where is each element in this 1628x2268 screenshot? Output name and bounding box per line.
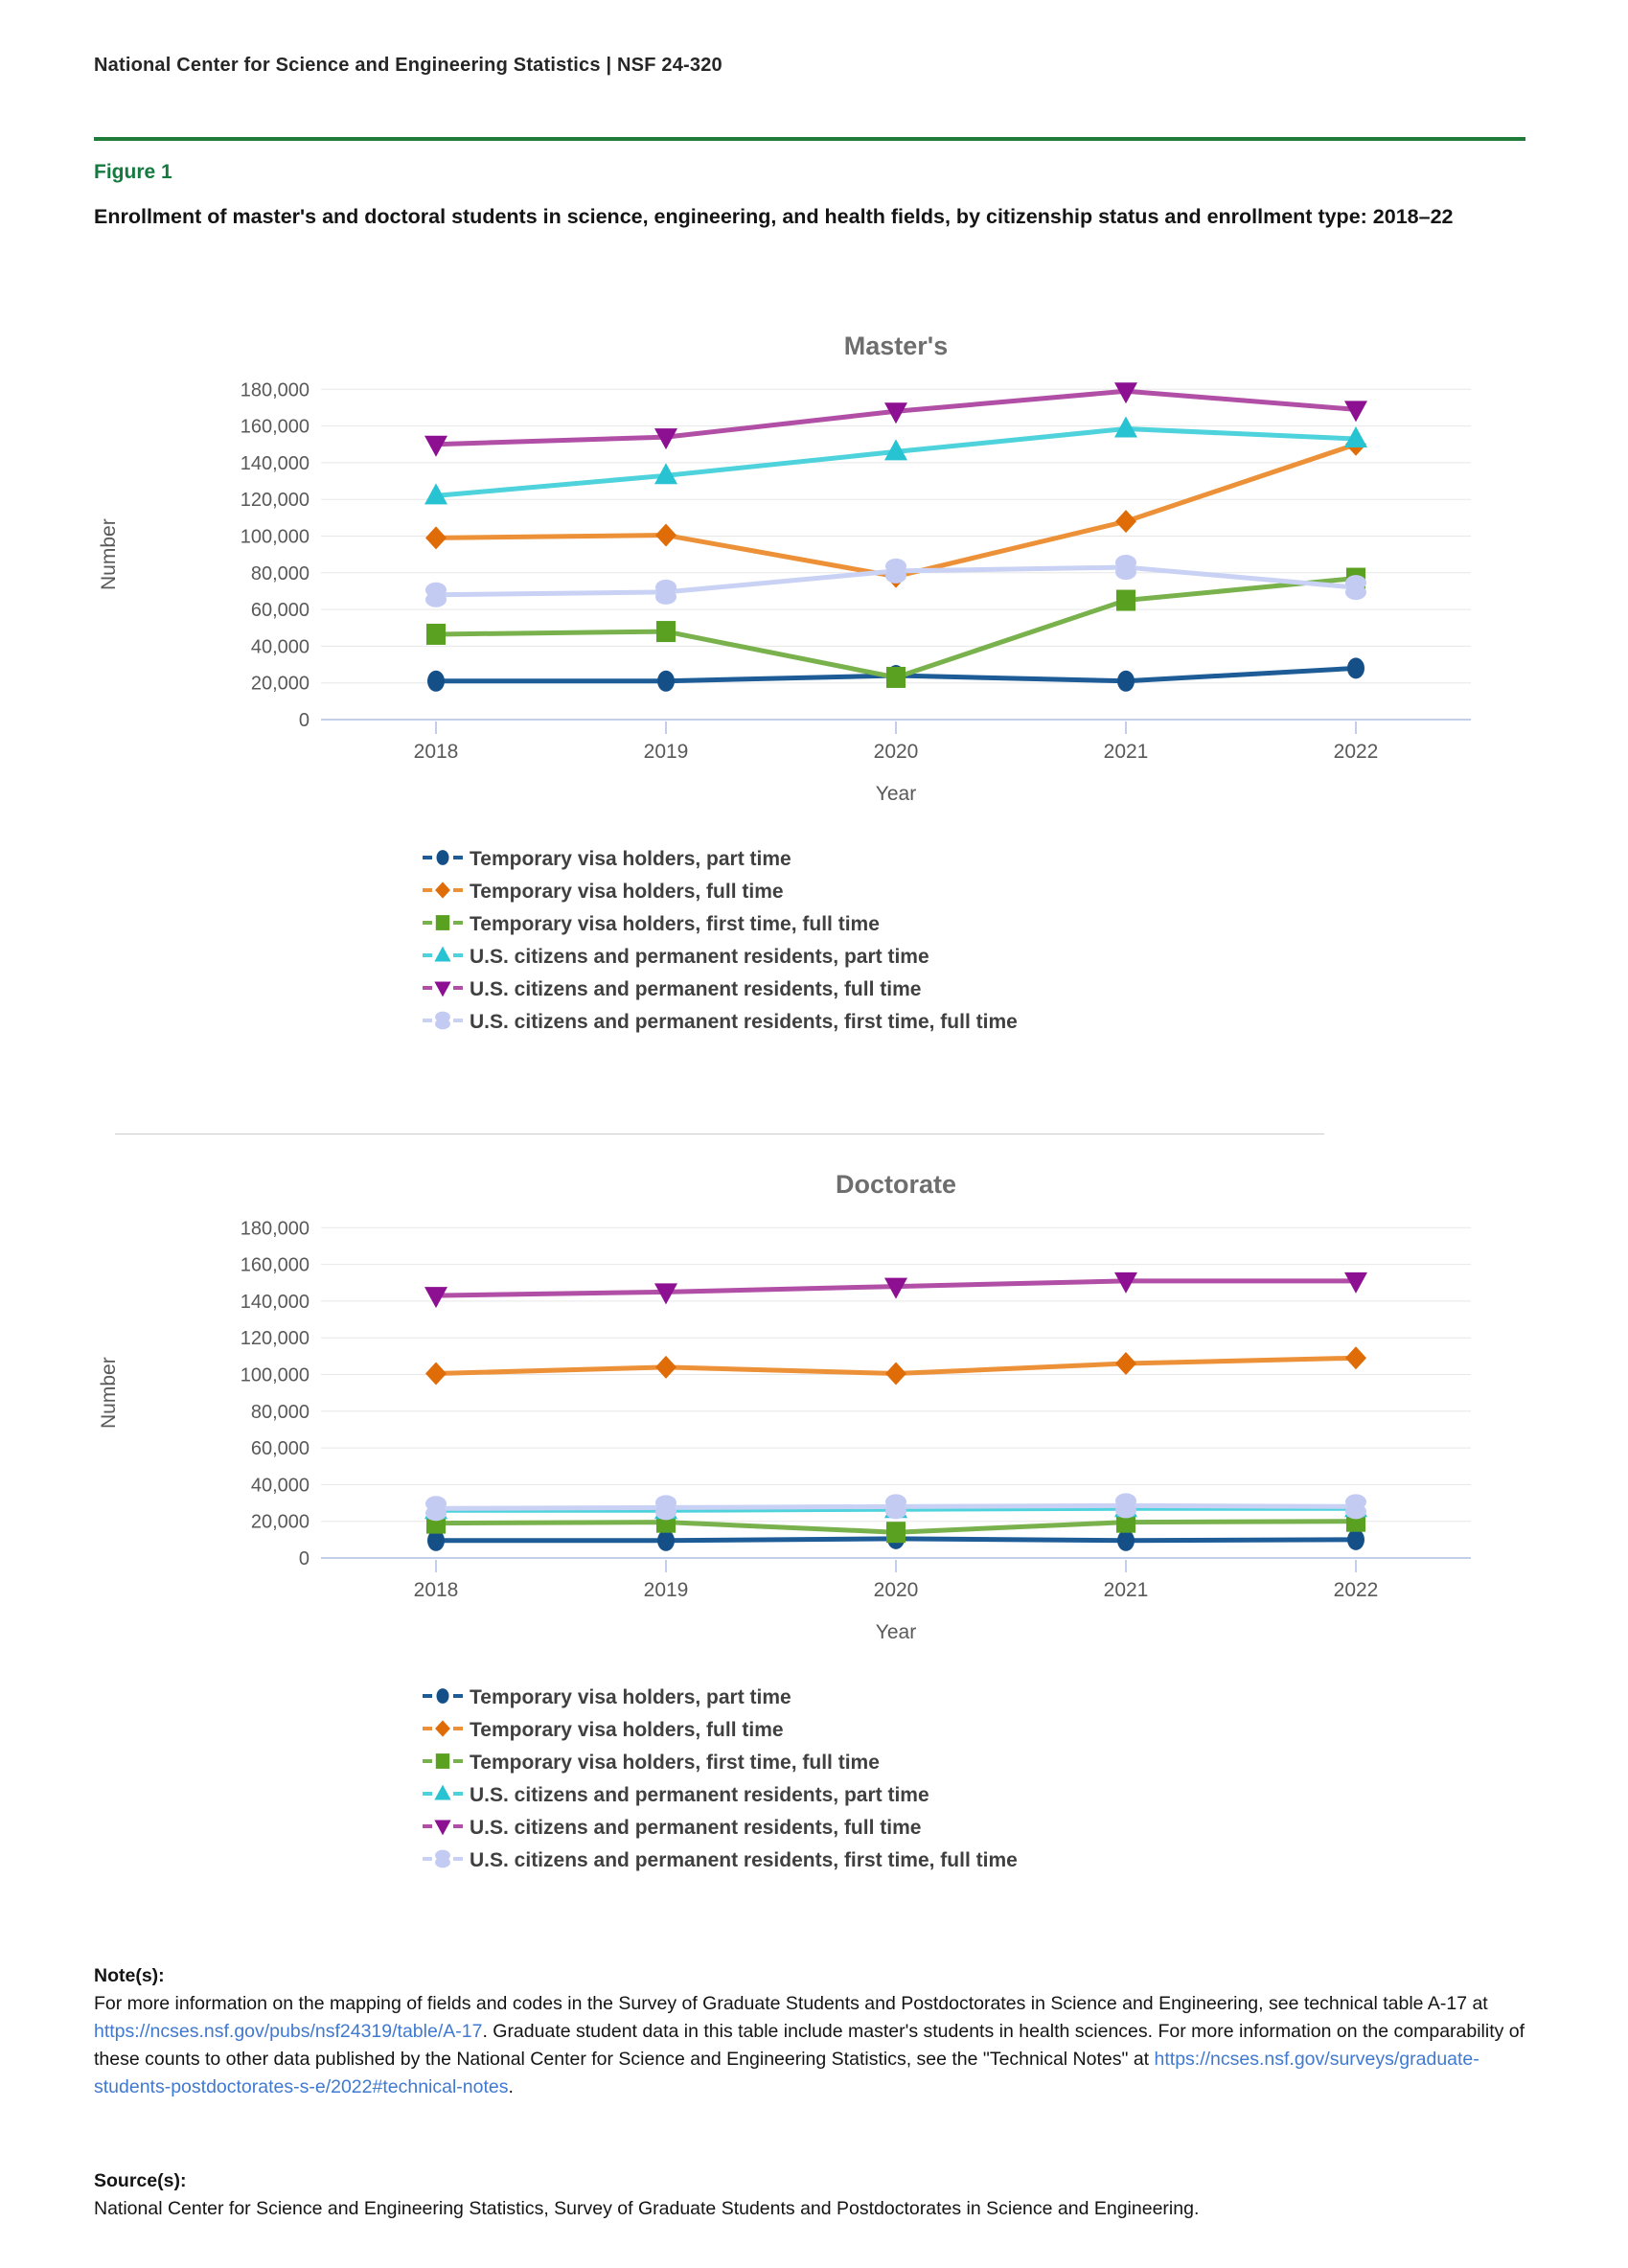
notes-block — [94, 1962, 1546, 2101]
x-tick-label: 2018 — [413, 741, 459, 763]
legend-item — [422, 1682, 1018, 1714]
legend-marker — [422, 1685, 464, 1711]
x-tick-label: 2021 — [1103, 741, 1149, 763]
circle-marker — [657, 671, 675, 692]
legend-marker — [422, 1718, 464, 1744]
source-block — [94, 2167, 1546, 2223]
legend-label: U.S. citizens and permanent residents, part time — [470, 1784, 929, 1806]
y-tick-label: 100,000 — [240, 1364, 310, 1386]
y-tick-label: 0 — [298, 710, 310, 731]
circle-marker — [437, 850, 449, 865]
y-tick-label: 160,000 — [240, 1254, 310, 1276]
legend-label: U.S. citizens and permanent residents, full time — [470, 978, 922, 1000]
figure-title: Enrollment of master's and doctoral students in science, engineering, and health fields, by citizenship status and enrollment type: 2018–22 — [94, 205, 1454, 228]
note-link[interactable]: https://ncses.nsf.gov/pubs/nsf24319/table/A-17 — [94, 2021, 483, 2042]
diamond-marker — [655, 524, 676, 547]
figure-number-label: Figure 1 — [94, 161, 172, 183]
legend-label: Temporary visa holders, first time, full time — [470, 1752, 880, 1774]
legend-label: U.S. citizens and permanent residents, first time, full time — [470, 1849, 1018, 1871]
y-tick-label: 160,000 — [240, 416, 310, 438]
chart-title: Doctorate — [835, 1170, 957, 1199]
double-ellipse-marker — [1115, 555, 1136, 580]
series — [424, 416, 1367, 504]
chart-canvas — [81, 316, 1519, 810]
double-ellipse-marker — [885, 559, 906, 584]
y-tick-label: 60,000 — [250, 600, 310, 622]
legend-marker — [422, 1848, 464, 1874]
y-tick-label: 140,000 — [240, 1291, 310, 1313]
legend-label: U.S. citizens and permanent residents, part time — [470, 946, 929, 968]
doctorate-legend — [422, 1682, 1018, 1877]
legend-label: Temporary visa holders, part time — [470, 1686, 791, 1708]
series — [424, 1272, 1367, 1308]
series — [425, 1346, 1366, 1385]
y-tick-label: 120,000 — [240, 490, 310, 512]
x-tick-label: 2019 — [643, 741, 689, 763]
legend-label: U.S. citizens and permanent residents, full time — [470, 1817, 922, 1839]
legend-marker — [422, 977, 464, 1003]
legend-item — [422, 1779, 1018, 1812]
double-ellipse-marker — [425, 1496, 447, 1521]
chart-canvas — [81, 1155, 1519, 1648]
square-marker — [886, 1522, 906, 1543]
x-tick-label: 2020 — [873, 741, 919, 763]
report-header: National Center for Science and Engineering Statistics | NSF 24-320 — [94, 55, 722, 76]
series — [425, 1493, 1366, 1521]
diamond-marker — [435, 1720, 450, 1736]
y-tick-label: 40,000 — [250, 636, 310, 658]
y-tick-label: 100,000 — [240, 526, 310, 548]
square-marker — [436, 1753, 449, 1769]
triangle-down-marker — [1344, 401, 1367, 422]
legend-item — [422, 1714, 1018, 1747]
square-marker — [1116, 590, 1135, 611]
x-tick-label: 2022 — [1333, 1579, 1379, 1601]
legend-item — [422, 1812, 1018, 1844]
masters-chart — [81, 316, 1519, 814]
y-tick-label: 80,000 — [250, 562, 310, 584]
legend-item — [422, 974, 1018, 1006]
circle-marker — [1347, 657, 1364, 678]
legend-item — [422, 1006, 1018, 1039]
legend-label: U.S. citizens and permanent residents, first time, full time — [470, 1011, 1018, 1033]
legend-label: Temporary visa holders, full time — [470, 1719, 784, 1741]
triangle-down-marker — [434, 981, 450, 997]
double-ellipse-marker — [1345, 1494, 1366, 1519]
y-tick-label: 40,000 — [250, 1475, 310, 1497]
diamond-marker — [655, 1356, 676, 1379]
double-ellipse-marker — [1115, 1493, 1136, 1518]
legend-marker — [422, 912, 464, 938]
diamond-marker — [1115, 1352, 1136, 1375]
legend-item — [422, 876, 1018, 908]
diamond-marker — [885, 1363, 906, 1386]
legend-marker — [422, 1010, 464, 1036]
double-ellipse-marker — [435, 1011, 450, 1029]
legend-marker — [422, 1783, 464, 1809]
x-axis-title: Year — [875, 783, 917, 805]
y-tick-label: 80,000 — [250, 1401, 310, 1423]
notes-heading: Note(s): — [94, 1965, 165, 1986]
y-tick-label: 20,000 — [250, 1511, 310, 1533]
legend-marker — [422, 945, 464, 971]
y-tick-label: 180,000 — [240, 379, 310, 401]
legend-item — [422, 941, 1018, 974]
legend-item — [422, 1844, 1018, 1877]
double-ellipse-marker — [885, 1494, 906, 1519]
legend-label: Temporary visa holders, first time, full time — [470, 913, 880, 935]
note-link[interactable]: https://ncses.nsf.gov/surveys/graduate-students-postdoctorates-s-e/2022#technical-notes — [94, 2049, 1479, 2097]
source-text: National Center for Science and Engineering Statistics, Survey of Graduate Students and Postdoctorates in Science and Engineering. — [94, 2198, 1200, 2219]
legend-label: Temporary visa holders, part time — [470, 848, 791, 870]
diamond-marker — [1345, 1346, 1366, 1369]
series — [425, 555, 1366, 607]
triangle-down-marker — [434, 1820, 450, 1835]
diamond-marker — [425, 1363, 447, 1386]
y-tick-label: 120,000 — [240, 1328, 310, 1350]
y-tick-label: 180,000 — [240, 1218, 310, 1240]
double-ellipse-marker — [655, 1495, 676, 1520]
source-heading: Source(s): — [94, 2170, 187, 2191]
double-ellipse-marker — [435, 1849, 450, 1867]
square-marker — [656, 621, 676, 642]
diamond-marker — [1115, 510, 1136, 533]
x-axis-title: Year — [875, 1621, 917, 1643]
diamond-marker — [435, 882, 450, 898]
circle-marker — [657, 1530, 675, 1551]
x-tick-label: 2020 — [873, 1579, 919, 1601]
y-tick-label: 60,000 — [250, 1438, 310, 1460]
square-marker — [886, 667, 906, 688]
y-tick-label: 140,000 — [240, 452, 310, 474]
triangle-up-marker — [434, 946, 450, 961]
doctorate-chart — [81, 1155, 1519, 1653]
legend-label: Temporary visa holders, full time — [470, 881, 784, 903]
square-marker — [436, 915, 449, 930]
circle-marker — [427, 671, 445, 692]
series-line — [436, 445, 1356, 577]
y-axis-title: Number — [98, 1357, 120, 1430]
x-tick-label: 2018 — [413, 1579, 459, 1601]
x-tick-label: 2022 — [1333, 741, 1379, 763]
x-tick-label: 2021 — [1103, 1579, 1149, 1601]
masters-legend — [422, 843, 1018, 1039]
diamond-marker — [425, 526, 447, 549]
x-tick-label: 2019 — [643, 1579, 689, 1601]
legend-item — [422, 908, 1018, 941]
square-marker — [426, 624, 446, 645]
chart-title: Master's — [843, 332, 949, 360]
notes-text: For more information on the mapping of fields and codes in the Survey of Graduate Students and Postdoctorates in Science and Engineering, see technical table A-17 at https://ncses.nsf.gov/pubs/nsf24319/table/A-17. Graduate student data in this table include master's students in health sciences. For more information on the comparability of these counts to other data published by the National Center for Science and Engineering Statistics, see the "Technical Notes" at https://ncses.nsf.gov/surveys/graduate-students-postdoctorates-s-e/2022#technical-notes. — [94, 1993, 1525, 2097]
double-ellipse-marker — [1345, 575, 1366, 600]
legend-marker — [422, 880, 464, 905]
circle-marker — [1117, 1530, 1135, 1551]
y-tick-label: 0 — [298, 1548, 310, 1569]
triangle-up-marker — [434, 1784, 450, 1799]
circle-marker — [437, 1688, 449, 1704]
circle-marker — [1347, 1529, 1364, 1550]
legend-marker — [422, 1751, 464, 1776]
double-ellipse-marker — [425, 583, 447, 607]
y-tick-label: 20,000 — [250, 673, 310, 695]
legend-item — [422, 843, 1018, 876]
circle-marker — [1117, 671, 1135, 692]
y-axis-title: Number — [98, 518, 120, 591]
legend-marker — [422, 1816, 464, 1842]
double-ellipse-marker — [655, 580, 676, 605]
legend-item — [422, 1747, 1018, 1779]
header-divider-rule — [94, 137, 1525, 141]
legend-marker — [422, 847, 464, 873]
